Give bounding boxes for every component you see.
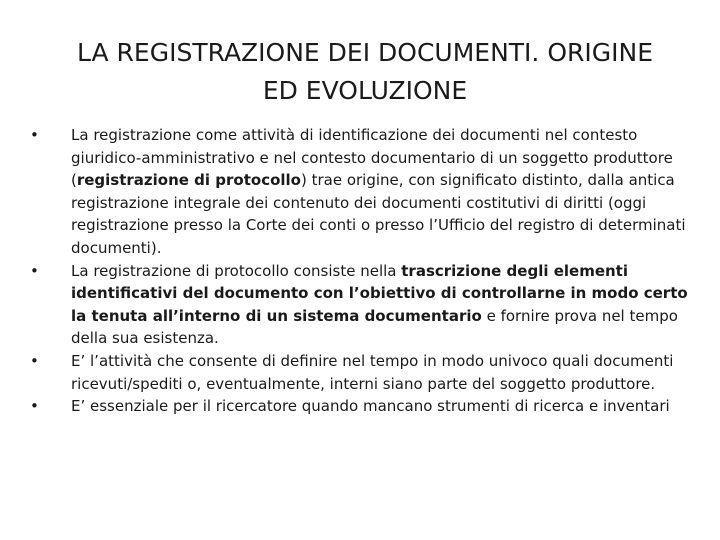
bullet-icon: • — [30, 397, 39, 416]
bullet-icon: • — [30, 126, 39, 144]
bullet-text-2 — [71, 262, 688, 348]
bullet-text-4 — [71, 397, 670, 415]
bullet-text-1 — [71, 126, 686, 257]
bullet-icon: • — [30, 261, 39, 280]
bullet-text-3 — [71, 352, 673, 393]
bullet-item-1 — [30, 124, 692, 260]
bullet-2-segment-3: e fornire prova nel tempo della sua esistenza. — [71, 306, 678, 348]
bullet-4-segment-1: E’ essenziale per il ricercatore quando mancano strumenti di ricerca e inventari — [71, 397, 670, 416]
bullet-item-4 — [30, 395, 692, 418]
bullet-list — [30, 124, 692, 418]
bullet-item-3 — [30, 350, 692, 395]
bullet-1-segment-1: La registrazione come attività di identificazione dei documenti nel contesto giuridico-amministrativo e nel contesto documentario di un soggetto produttore ( — [71, 126, 673, 190]
bullet-3-segment-1: E’ l’attività che consente di definire nel tempo in modo univoco quali documenti ricevuti/spediti o, eventualmente, interni siano parte del soggetto produttore. — [71, 351, 674, 393]
slide-title — [40, 34, 690, 110]
bullet-2-segment-1: La registrazione di protocollo consiste nella — [71, 261, 402, 280]
bullet-icon: • — [30, 351, 39, 370]
bullet-1-segment-2: registrazione di protocollo — [76, 171, 301, 190]
bullet-item-2 — [30, 260, 692, 350]
bullet-1-segment-3: ) trae origine, con significato distinto, dalla antica registrazione integrale dei contenuto dei documenti costitutivi di diritti (oggi registrazione presso la Corte dei conti o presso l’Ufficio del registro di determinati documenti). — [71, 171, 686, 257]
bullet-2-segment-2: trascrizione degli elementi identificativi del documento con l’obiettivo di controllarne in modo certo la tenuta all’interno di un sistema documentario — [71, 261, 688, 325]
title-line-1: LA REGISTRAZIONE DEI DOCUMENTI. ORIGINE — [76, 38, 653, 67]
title-line-2: ED EVOLUZIONE — [262, 76, 468, 105]
